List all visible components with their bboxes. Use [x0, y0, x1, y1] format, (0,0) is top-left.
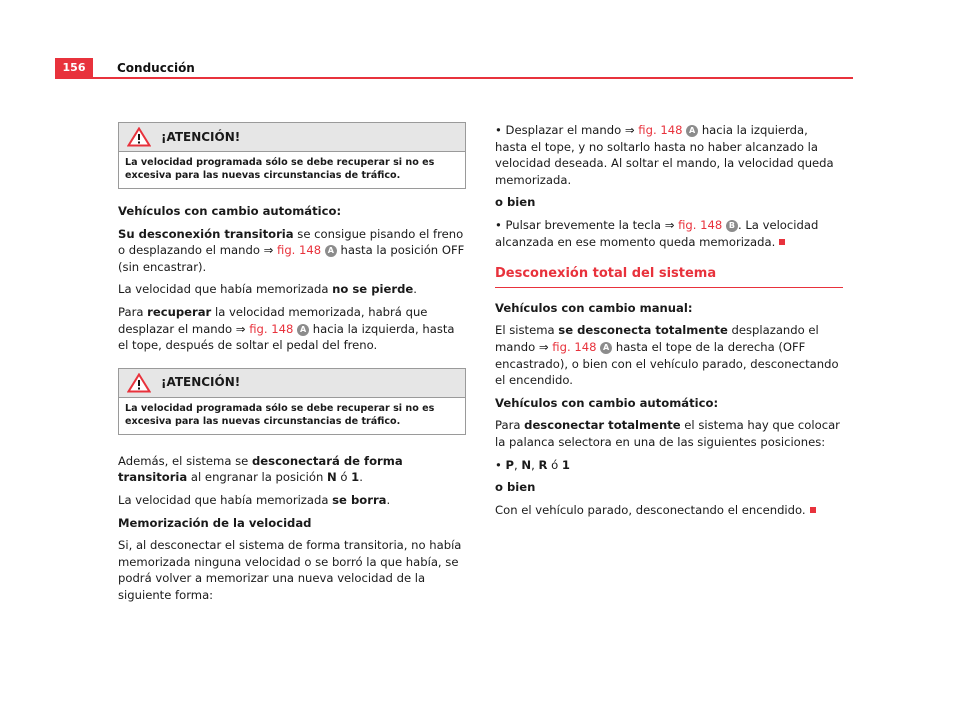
text: La velocidad que había memorizada [118, 492, 333, 507]
text: hacia la izquierda, hasta el tope, y no soltarlo hasta no haber alcanzado la velocidad deseada. Al soltar el mando, la velocidad queda memorizada. [495, 123, 834, 187]
warning-triangle-icon [127, 127, 151, 147]
text: desplazando el mando [495, 323, 819, 354]
heading-automatic-right: Vehículos con cambio automático: [495, 395, 719, 410]
text: hacia la izquierda, hasta el tope, después de soltar el pedal del freno. [118, 321, 455, 353]
bold-text: no se pierde [332, 282, 414, 297]
bold-text: recuperar [147, 304, 212, 319]
arrow-icon: ⇒ [538, 339, 549, 354]
paragraph-total-disconnect [495, 322, 843, 388]
text: , [531, 457, 539, 472]
end-square-icon [810, 507, 816, 513]
gear-n: N [521, 457, 532, 472]
text: , [514, 457, 522, 472]
warning-triangle-icon [127, 373, 151, 393]
text: ó [336, 470, 352, 485]
text: El sistema [495, 323, 559, 338]
text: hasta el tope de la derecha (OFF encastrado), o bien con el vehículo parado, desconectando el encendido. [495, 339, 839, 388]
header-rule [55, 77, 853, 79]
warning-box [118, 122, 466, 189]
warning-title: ¡ATENCIÓN! [161, 129, 241, 144]
positions-list [495, 457, 843, 474]
warning-text: La velocidad programada sólo se debe recuperar si no es excesiva para las nuevas circunstancias de tráfico. [125, 157, 435, 181]
text: • Pulsar brevemente la tecla [495, 217, 665, 232]
warning-title: ¡ATENCIÓN! [161, 375, 241, 390]
arrow-icon: ⇒ [624, 123, 635, 137]
text: Además, el sistema se [118, 453, 252, 468]
bold-text: desconectar totalmente [524, 418, 681, 433]
gear-1: 1 [351, 470, 360, 485]
figure-link[interactable]: fig. 148 [277, 243, 322, 258]
or-label: o bien [495, 195, 536, 210]
text: • [495, 457, 506, 472]
text: . La velocidad alcanzada en ese momento queda memorizada. [495, 217, 819, 249]
text: Para [118, 304, 148, 319]
text: La velocidad que había memorizada [118, 282, 333, 297]
text: el sistema hay que colocar la palanca selectora en una de las siguientes posiciones: [495, 418, 840, 449]
text: la velocidad memorizada, habrá que desplazar el mando [118, 304, 428, 336]
warning-header [119, 369, 465, 398]
paragraph-selector [495, 417, 843, 450]
arrow-icon: ⇒ [235, 321, 246, 336]
heading-automatic: Vehículos con cambio automático: [118, 204, 342, 218]
page-title: Conducción [117, 61, 195, 75]
gear-r: R [538, 457, 548, 472]
gear-p: P [505, 457, 515, 472]
text: al engranar la posición [187, 470, 327, 485]
text: hasta la posición OFF (sin encastrar). [118, 243, 465, 274]
arrow-icon: ⇒ [664, 217, 675, 232]
bold-text: Su desconexión transitoria [118, 226, 294, 241]
warning-box-2 [118, 368, 466, 435]
text: ó [547, 457, 562, 472]
marker-a-icon: A [686, 125, 698, 137]
arrow-icon: ⇒ [263, 243, 274, 258]
marker-a-icon: A [600, 342, 612, 354]
figure-link[interactable]: fig. 148 [678, 217, 723, 232]
paragraph-press-key [495, 217, 843, 250]
paragraph-memorization: Si, al desconectar el sistema de forma transitoria, no había memorizada ninguna velocidad o se borró la que había, se podrá volver a memorizar una nueva velocidad de la siguiente forma: [118, 538, 462, 602]
marker-b-icon: B [726, 220, 738, 232]
end-square-icon [779, 239, 785, 245]
paragraph-gear-disconnect [118, 453, 466, 486]
section-heading: Desconexión total del sistema [495, 266, 843, 288]
text: • Desplazar el mando [495, 123, 625, 137]
gear-1: 1 [561, 457, 570, 472]
figure-link[interactable]: fig. 148 [552, 339, 597, 354]
text: se consigue pisando el freno o desplazando el mando [118, 226, 464, 258]
paragraph-memory-erased [118, 492, 466, 509]
warning-header [119, 123, 465, 152]
text: . [413, 282, 417, 297]
heading-manual: Vehículos con cambio manual: [495, 300, 693, 315]
warning-text: La velocidad programada sólo se debe recuperar si no es excesiva para las nuevas circunstancias de tráfico. [125, 402, 435, 427]
paragraph-recover [118, 304, 466, 354]
paragraph-transitory-disconnection [118, 226, 466, 276]
left-column [118, 122, 466, 610]
bold-text: se desconecta totalmente [558, 323, 728, 338]
paragraph-move-lever [495, 122, 843, 188]
figure-link[interactable]: fig. 148 [638, 123, 683, 137]
bold-text: se borra [332, 492, 387, 507]
text: . [386, 492, 391, 507]
page-number: 156 [55, 58, 93, 78]
text: Para [495, 418, 525, 433]
marker-a-icon: A [325, 245, 337, 257]
gear-n: N [327, 470, 337, 485]
marker-a-icon: A [297, 324, 309, 336]
or-label: o bien [495, 480, 536, 495]
figure-link[interactable]: fig. 148 [249, 321, 294, 336]
paragraph-ignition-off [495, 502, 843, 519]
heading-memorization: Memorización de la velocidad [118, 515, 312, 530]
text: Con el vehículo parado, desconectando el encendido. [495, 502, 806, 517]
bold-text: desconectará de forma transitoria [118, 453, 403, 485]
text: . [359, 470, 363, 485]
paragraph-memory-kept [118, 281, 466, 298]
right-column [495, 122, 843, 524]
